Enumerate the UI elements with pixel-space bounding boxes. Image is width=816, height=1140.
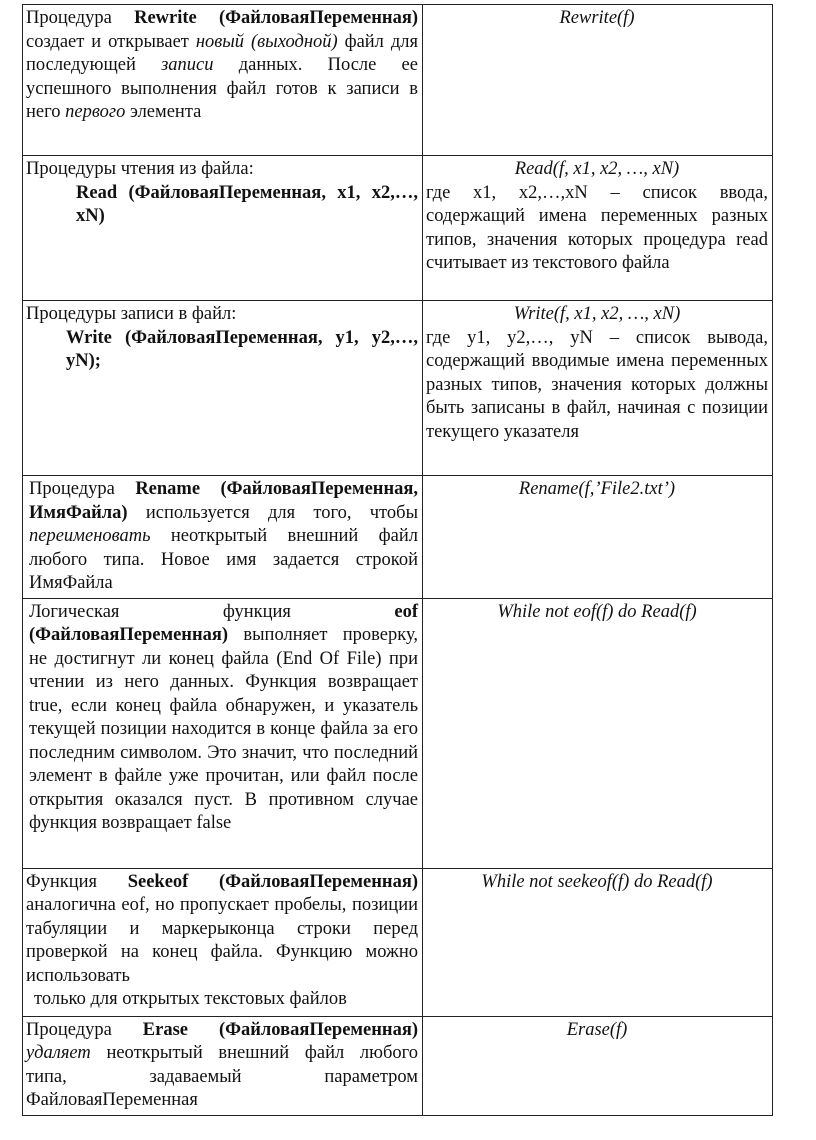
description-cell xyxy=(23,156,423,301)
description-cell xyxy=(23,598,423,868)
function-signature: Seekeof (ФайловаяПеременная) xyxy=(127,871,418,892)
example-cell xyxy=(423,5,773,156)
code-example: Erase(f) xyxy=(566,1019,628,1040)
text: Процедура xyxy=(26,1019,143,1040)
explanation-text: где x1, x2,…,xN – список ввода, содержащий имена переменных разных типов, значения которых процедура read считывает из текстового файла xyxy=(426,182,768,273)
code-example: While not eof(f) do Read(f) xyxy=(497,601,697,622)
text: Процедуры записи в файл: xyxy=(26,304,237,324)
procedure-signature: Write (ФайловаяПеременная, y1, y2,…, yN); xyxy=(66,327,418,371)
text: неоткрытый внешний файл любого типа, задаваемый параметром ФайловаяПеременная xyxy=(26,1043,418,1110)
text: Функция xyxy=(26,871,128,892)
emphasis: новый (выходной) xyxy=(195,31,338,52)
text: Процедура xyxy=(29,479,136,499)
example-cell xyxy=(423,598,773,868)
code-example: Rename(f,’File2.txt’) xyxy=(518,479,676,499)
procedure-signature: Rename (ФайловаяПеременная, ИмяФайла) xyxy=(29,479,418,523)
description-cell xyxy=(23,5,423,156)
table-row xyxy=(23,301,773,476)
table-row xyxy=(23,5,773,156)
table-row xyxy=(23,156,773,301)
procedure-signature: Read (ФайловаяПеременная, x1, x2,…, xN) xyxy=(76,182,418,226)
text: выполняет проверку, не достигнут ли конец файла (End Of File) при чтении из него данных. Функция возвращает true, если конец файла обнаружен, и указатель текущей позиции находится в конце файла за его последним символом. Это значит, что последний элемент в файле уже прочитан, или файл после открытия оказался пуст. В противном случае функция возвращает false xyxy=(29,625,418,833)
description-cell xyxy=(23,476,423,599)
emphasis: первого xyxy=(65,102,126,122)
example-cell xyxy=(423,301,773,476)
text: файл для последующей xyxy=(26,31,418,75)
procedure-signature: Erase (ФайловаяПеременная) xyxy=(142,1019,418,1040)
text: Процедура xyxy=(26,8,135,28)
text: данных. После ее успешного выполнения файл готов к записи в него xyxy=(26,55,418,122)
text: неоткрытый внешний файл любого типа. Новое имя задается строкой ИмяФайла xyxy=(29,526,418,593)
procedure-signature: Rewrite (ФайловаяПеременная) xyxy=(134,8,418,28)
description-cell xyxy=(23,301,423,476)
text: используется для того, чтобы xyxy=(127,502,418,523)
example-cell xyxy=(423,156,773,301)
description-cell xyxy=(23,868,423,1016)
text: создает и открывает xyxy=(26,31,196,52)
example-cell xyxy=(423,476,773,599)
table-row xyxy=(23,1016,773,1115)
code-example: Rewrite(f) xyxy=(559,8,635,28)
example-cell xyxy=(423,1016,773,1115)
file-procedures-table xyxy=(22,4,773,1116)
example-cell xyxy=(423,868,773,1016)
code-example: While not seekeof(f) do Read(f) xyxy=(481,871,713,892)
emphasis: переименовать xyxy=(29,526,151,546)
code-example: Write(f, x1, x2, …, xN) xyxy=(513,304,681,324)
emphasis: удаляет xyxy=(26,1043,91,1063)
table-row xyxy=(23,868,773,1016)
text: Логическая функция xyxy=(29,601,395,622)
function-signature: eof (ФайловаяПеременная) xyxy=(29,601,418,645)
text: элемента xyxy=(125,102,202,122)
code-example: Read(f, x1, x2, …, xN) xyxy=(514,159,680,179)
text: Процедуры чтения из файла: xyxy=(26,159,254,179)
explanation-text: где y1, y2,…, yN – список вывода, содержащий вводимые имена переменных разных типов, значения которых должны быть записаны в файл, начиная с позиции текущего указателя xyxy=(426,327,768,442)
text: аналогична eof, но пропускает пробелы, позиции табуляции и маркерыконца строки перед проверкой на конец файла. Функцию можно использовать xyxy=(26,895,418,986)
table-row xyxy=(23,598,773,868)
table-row xyxy=(23,476,773,599)
description-cell xyxy=(23,1016,423,1115)
text: только для открытых текстовых файлов xyxy=(34,989,347,1009)
emphasis: записи xyxy=(161,55,214,75)
